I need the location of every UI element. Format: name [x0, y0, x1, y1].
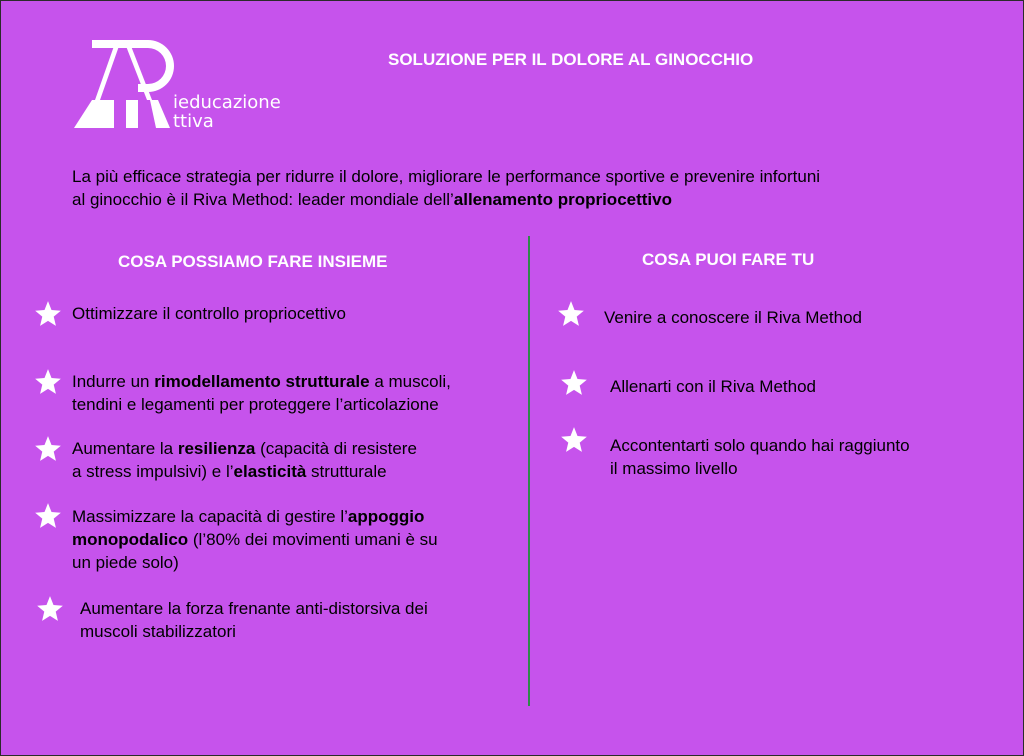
star-icon: [560, 426, 588, 454]
left-item-5-line-2: muscoli stabilizzatori: [80, 622, 236, 641]
star-icon: [557, 300, 585, 328]
right-column-title: COSA PUOI FARE TU: [642, 250, 815, 269]
left-item-3-text-a: Aumentare la: [72, 439, 178, 458]
right-item-2-text: Allenarti con il Riva Method: [610, 377, 816, 396]
left-item-3: [72, 437, 417, 483]
intro-paragraph: [72, 165, 1002, 211]
left-item-3-bold-2: elasticità: [233, 462, 307, 481]
left-item-4: [72, 505, 438, 574]
column-divider: [528, 236, 530, 706]
left-item-4-text-a: Massimizzare la capacità di gestire l’: [72, 507, 348, 526]
left-item-3-text-b: (capacità di resistere: [255, 439, 417, 458]
intro-line-1: La più efficace strategia per ridurre il dolore, migliorare le performance sportive e prevenire infortuni: [72, 167, 821, 186]
left-item-1-text: Ottimizzare il controllo propriocettivo: [72, 304, 346, 323]
right-item-3: [610, 434, 910, 480]
left-item-2-line-1: [72, 370, 451, 393]
star-icon: [560, 369, 588, 397]
left-item-2-text-b: a muscoli,: [369, 372, 451, 391]
left-item-4-bold: appoggio: [347, 507, 425, 526]
intro-line-2-text: al ginocchio è il Riva Method: leader mondiale dell’: [72, 190, 454, 209]
page-title: SOLUZIONE PER IL DOLORE AL GINOCCHIO: [388, 50, 754, 69]
right-item-1-text: Venire a conoscere il Riva Method: [604, 308, 862, 327]
left-item-2-line-2: tendini e legamenti per proteggere l’articolazione: [72, 395, 439, 414]
left-item-4-line-3: un piede solo): [72, 553, 179, 572]
left-item-3-text-d: strutturale: [306, 462, 387, 481]
left-item-2: [72, 370, 451, 416]
right-item-3-line-1: Accontentarti solo quando hai raggiunto: [610, 436, 910, 455]
left-item-3-text-c: a stress impulsivi) e l’: [72, 462, 234, 481]
right-item-1: [604, 306, 862, 329]
left-item-4-line-1: [72, 505, 438, 528]
left-column-title: COSA POSSIAMO FARE INSIEME: [118, 252, 388, 271]
star-icon: [34, 502, 62, 530]
star-icon: [36, 595, 64, 623]
right-item-2: [610, 375, 816, 398]
left-item-3-line-1: [72, 437, 417, 460]
star-icon: [34, 435, 62, 463]
left-item-3-line-2: [72, 460, 417, 483]
right-item-3-line-2: il massimo livello: [610, 459, 738, 478]
star-icon: [34, 300, 62, 328]
star-icon: [34, 368, 62, 396]
left-item-5: [80, 597, 428, 643]
left-item-4-line-2: [72, 528, 438, 551]
left-item-2-bold: rimodellamento strutturale: [154, 372, 370, 391]
left-item-1: [72, 302, 346, 325]
left-item-5-line-1: Aumentare la forza frenante anti-distorsiva dei: [80, 599, 428, 618]
intro-line-2: [72, 188, 1002, 211]
left-item-2-text-a: Indurre un: [72, 372, 155, 391]
left-item-3-bold: resilienza: [177, 439, 256, 458]
left-item-4-bold-2: monopodalico: [72, 530, 189, 549]
logo-line-2: ttiva: [173, 111, 214, 132]
intro-line-2-bold: allenamento propriocettivo: [453, 190, 672, 209]
logo-text: [173, 93, 281, 131]
left-item-4-text-b: (l’80% dei movimenti umani è su: [188, 530, 438, 549]
logo-line-1: ieducazione: [173, 92, 281, 113]
